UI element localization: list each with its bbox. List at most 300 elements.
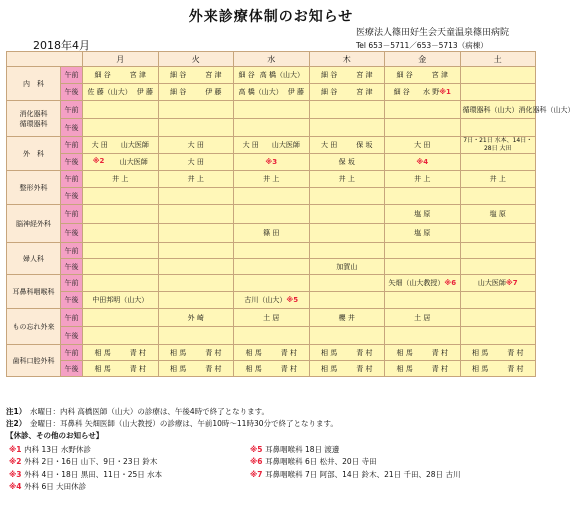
schedule-row [7, 224, 536, 243]
cell-pair [387, 70, 458, 80]
doctor-name [95, 348, 111, 358]
time-slot-label: 午前 [61, 345, 83, 361]
cell-pair [462, 105, 575, 115]
schedule-cell [385, 84, 461, 101]
cell-pair [85, 157, 156, 167]
doctor-name [356, 364, 372, 374]
schedule-cell [158, 292, 234, 309]
cell-text: 中田邦明（山大） [92, 296, 149, 304]
holiday-text: 耳鼻咽喉科 18日 渡邊 [265, 445, 340, 454]
schedule-cell [158, 345, 234, 361]
cell-pair [85, 364, 156, 374]
note-text: 水曜日：内科 高橋医師（山大）の診療は、午後4時で終了となります。 [29, 407, 270, 416]
cell-text: 伊 藤 [205, 88, 222, 96]
doctor-name [130, 70, 146, 80]
footnote-mark: ※2 [92, 157, 105, 165]
cell-text: 大 田 [91, 141, 108, 149]
schedule-cell [385, 327, 461, 345]
holiday-item [250, 456, 460, 468]
cell-text: 外 崎 [187, 313, 204, 322]
cell-text: 大 田 [321, 141, 338, 149]
schedule-cell [460, 188, 536, 205]
doctor-name [519, 105, 575, 115]
doctor-name [321, 364, 337, 374]
cell-pair [387, 348, 458, 358]
schedule-row [7, 84, 536, 101]
cell-text: 井 上 [414, 175, 431, 183]
schedule-row [7, 309, 536, 327]
doctor-name [95, 70, 111, 80]
cell-text: 佐 藤（山大） [87, 88, 132, 96]
footnote-mark: ※1 [9, 445, 25, 454]
cell-text: 青 村 [280, 348, 297, 357]
hospital-tel: Tel 653－5711／653－5713（病棟） [356, 41, 488, 50]
cell-text: 大 田 [187, 158, 204, 166]
department-label: 脳神経外科 [7, 205, 61, 243]
cell-text: 青 村 [129, 348, 146, 357]
schedule-row [7, 243, 536, 259]
hospital-name: 医療法人篠田好生会天童温泉篠田病院 [356, 28, 510, 38]
schedule-cell [158, 84, 234, 101]
cell-text: 細 谷 [94, 71, 111, 79]
cell-pair [85, 140, 156, 150]
schedule-cell [234, 361, 310, 377]
cell-pair [463, 364, 534, 374]
schedule-cell [234, 171, 310, 188]
cell-text: 宮 津 [129, 71, 146, 79]
schedule-cell [234, 84, 310, 101]
doctor-name [394, 87, 410, 97]
time-slot-label: 午後 [61, 327, 83, 345]
schedule-cell [385, 101, 461, 119]
doctor-name [281, 364, 297, 374]
doctor-name [281, 348, 297, 358]
schedule-cell [460, 327, 536, 345]
doctor-name [246, 348, 262, 358]
schedule-cell [158, 101, 234, 119]
department-label: もの忘れ外来 [7, 309, 61, 345]
schedule-cell [460, 345, 536, 361]
cell-text: 宮 津 [205, 71, 222, 79]
holiday-text: 内科 13日 水野休診 [24, 445, 91, 454]
schedule-row [7, 188, 536, 205]
cell-text: 青 村 [507, 348, 524, 357]
time-slot-label: 午前 [61, 171, 83, 188]
doctor-name [93, 157, 105, 167]
schedule-cell [158, 259, 234, 275]
doctor-name [472, 348, 488, 358]
schedule-cell [158, 67, 234, 84]
schedule-cell [83, 327, 159, 345]
doctor-name [321, 87, 337, 97]
time-slot-label: 午前 [61, 67, 83, 84]
cell-pair [85, 70, 156, 80]
doctor-name [205, 364, 221, 374]
schedule-row [7, 171, 536, 188]
schedule-cell [309, 292, 385, 309]
cell-text: 青 村 [507, 364, 524, 373]
schedule-cell [234, 345, 310, 361]
time-slot-label: 午後 [61, 188, 83, 205]
doctor-name [288, 87, 304, 97]
schedule-cell [309, 224, 385, 243]
schedule-cell [234, 243, 310, 259]
footnote-mark: ※6 [250, 457, 266, 467]
schedule-cell [385, 292, 461, 309]
doctor-name [130, 364, 146, 374]
schedule-row [7, 154, 536, 171]
note-label: 注2） [6, 419, 23, 428]
schedule-table [6, 51, 575, 377]
cell-text: 大 田 [187, 141, 204, 149]
schedule-cell [460, 171, 536, 188]
schedule-cell [158, 137, 234, 154]
header-day: 金 [385, 52, 461, 67]
header-day: 木 [309, 52, 385, 67]
cell-text: 細 谷 [393, 88, 410, 96]
cell-text: 相 馬 [94, 348, 111, 357]
cell-text: 相 馬 [170, 348, 187, 357]
cell-text: 細 谷 [321, 71, 338, 79]
schedule-cell [309, 327, 385, 345]
holiday-list-left [9, 444, 162, 493]
schedule-cell [385, 171, 461, 188]
cell-pair [387, 87, 458, 97]
cell-pair [312, 140, 383, 150]
schedule-cell [385, 275, 461, 292]
schedule-cell [83, 171, 159, 188]
doctor-name [321, 70, 337, 80]
cell-text: 塩 原 [414, 210, 431, 218]
schedule-cell [460, 67, 536, 84]
doctor-name [239, 87, 283, 97]
schedule-row [7, 292, 536, 309]
cell-text: 相 馬 [321, 348, 338, 357]
time-slot-label: 午後 [61, 259, 83, 275]
schedule-cell [234, 101, 310, 119]
doctor-name [397, 348, 413, 358]
footnote-mark: ※4 [9, 481, 25, 491]
cell-pair [161, 87, 232, 97]
cell-text: 保 坂 [338, 158, 355, 166]
cell-text: 伊 藤 [287, 88, 304, 96]
doctor-name [356, 70, 372, 80]
doctor-name [130, 348, 146, 358]
schedule-cell [385, 345, 461, 361]
schedule-cell [460, 259, 536, 275]
cell-pair [312, 364, 383, 374]
schedule-cell [83, 67, 159, 84]
schedule-cell [158, 154, 234, 171]
cell-text: 相 馬 [472, 364, 489, 373]
department-label: 消化器科 循環器科 [7, 101, 61, 137]
schedule-cell [385, 259, 461, 275]
footnote-mark: ※3 [265, 158, 278, 166]
doctor-name [397, 70, 413, 80]
schedule-cell [83, 224, 159, 243]
department-label: 外 科 [7, 137, 61, 171]
department-label: 歯科口腔外科 [7, 345, 61, 377]
schedule-cell [83, 259, 159, 275]
schedule-cell [309, 137, 385, 154]
schedule-cell [234, 67, 310, 84]
cell-text: 水 野 [422, 88, 440, 96]
doctor-name [321, 348, 337, 358]
doctor-name [170, 87, 186, 97]
schedule-cell [234, 205, 310, 224]
cell-text: 井 上 [489, 175, 506, 183]
schedule-cell [158, 119, 234, 137]
department-label: 婦人科 [7, 243, 61, 275]
department-label: 内 科 [7, 67, 61, 101]
time-slot-label: 午後 [61, 292, 83, 309]
footnote-mark: ※7 [250, 469, 266, 479]
holiday-text: 外科 6日 大田休診 [24, 481, 87, 491]
time-slot-label: 午後 [61, 224, 83, 243]
cell-pair [161, 348, 232, 358]
schedule-cell [234, 327, 310, 345]
schedule-cell [309, 154, 385, 171]
schedule-cell [158, 205, 234, 224]
schedule-cell [83, 84, 159, 101]
footnote-mark: ※6 [444, 279, 457, 287]
footnote-mark: ※5 [250, 445, 266, 454]
time-slot-label: 午前 [61, 275, 83, 292]
cell-pair [312, 87, 383, 97]
cell-text: 相 馬 [396, 348, 413, 357]
doctor-name [121, 140, 149, 150]
holiday-item [9, 456, 162, 468]
header-blank [7, 52, 83, 67]
department-label: 耳鼻科咽喉科 [7, 275, 61, 309]
schedule-cell [309, 101, 385, 119]
note-label: 注1） [6, 407, 23, 416]
cell-pair [161, 70, 232, 80]
cell-text: 古川（山大） [244, 296, 287, 304]
cell-text: 細 谷 [170, 71, 187, 79]
doctor-name [246, 364, 262, 374]
cell-text: 保 坂 [356, 141, 373, 149]
schedule-row [7, 345, 536, 361]
doctor-name [95, 364, 111, 374]
cell-text: 土 居 [263, 313, 280, 322]
cell-text: 相 馬 [321, 364, 338, 373]
cell-pair [312, 348, 383, 358]
holiday-text: 外科 4日・18日 黒田、11日・25日 水本 [24, 469, 163, 479]
cell-text: 細 谷 [238, 71, 255, 79]
cell-text: 相 馬 [245, 364, 262, 373]
doctor-name [507, 348, 523, 358]
cell-text: 山大医師 [477, 279, 506, 287]
table-header-row [7, 52, 536, 67]
doctor-name [120, 157, 148, 167]
schedule-cell [460, 101, 575, 119]
schedule-cell [83, 188, 159, 205]
cell-text: 青 村 [431, 348, 448, 357]
schedule-cell [158, 243, 234, 259]
holiday-item [9, 444, 162, 456]
cell-pair [85, 87, 156, 97]
cell-pair [463, 348, 534, 358]
schedule-cell [158, 171, 234, 188]
cell-text: 消化器科（山大） [518, 105, 575, 114]
schedule-cell [158, 327, 234, 345]
cell-text: 井 上 [338, 175, 355, 183]
holiday-text: 耳鼻咽喉科 7日 阿部、14日 鈴木、21日 千田、28日 古川 [265, 469, 461, 479]
schedule-cell [309, 67, 385, 84]
cell-text: 篠 田 [263, 229, 280, 237]
doctor-name [356, 87, 372, 97]
schedule-cell [83, 345, 159, 361]
schedule-cell [309, 275, 385, 292]
cell-text: 井 上 [187, 175, 204, 183]
schedule-cell [385, 224, 461, 243]
cell-pair [387, 364, 458, 374]
holiday-list-right [250, 444, 460, 481]
doctor-name [205, 87, 221, 97]
cell-text: 宮 津 [431, 71, 448, 79]
note-1 [6, 406, 338, 418]
doctor-name [170, 70, 186, 80]
schedule-cell [385, 119, 461, 137]
schedule-cell [385, 154, 461, 171]
cell-pair [236, 87, 307, 97]
doctor-name [463, 105, 519, 115]
time-slot-label: 午前 [61, 309, 83, 327]
doctor-name [88, 87, 132, 97]
cell-text: 井 上 [112, 175, 129, 183]
doctor-name [272, 140, 300, 150]
schedule-row [7, 205, 536, 224]
page-title: 外来診療体制のお知らせ [188, 9, 354, 25]
schedule-cell [309, 361, 385, 377]
schedule-cell [385, 243, 461, 259]
schedule-cell [234, 309, 310, 327]
holiday-text: 耳鼻咽喉科 6日 松井、20日 寺田 [265, 457, 377, 467]
doctor-name [356, 140, 372, 150]
schedule-cell [309, 84, 385, 101]
schedule-row [7, 119, 536, 137]
schedule-cell [83, 119, 159, 137]
schedule-row [7, 101, 536, 119]
schedule-cell [83, 101, 159, 119]
holiday-item [9, 481, 162, 493]
cell-text: 山大医師 [119, 158, 148, 166]
cell-text: 青 村 [205, 364, 222, 373]
doctor-name [321, 140, 337, 150]
header-day: 月 [83, 52, 159, 67]
cell-text: 相 馬 [472, 348, 489, 357]
footnote-mark: ※7 [505, 279, 518, 287]
schedule-cell [83, 243, 159, 259]
note-text: 金曜日：耳鼻科 矢畑医師（山大教授）の診療は、午前10時～11時30分で終了となります。 [29, 419, 338, 428]
holiday-item [250, 444, 460, 456]
header-day: 土 [460, 52, 536, 67]
department-label: 整形外科 [7, 171, 61, 205]
schedule-cell [234, 275, 310, 292]
doctor-name [356, 348, 372, 358]
schedule-cell [460, 154, 536, 171]
doctor-name [260, 70, 304, 80]
schedule-cell [83, 361, 159, 377]
footnote-mark: ※1 [439, 88, 451, 96]
footnote-mark: ※5 [286, 296, 299, 304]
footnote-mark: ※2 [9, 457, 25, 467]
cell-pair [312, 70, 383, 80]
cell-text: 相 馬 [94, 364, 111, 373]
cell-text: 青 村 [280, 364, 297, 373]
schedule-cell [158, 275, 234, 292]
schedule-row [7, 137, 536, 154]
schedule-cell [460, 361, 536, 377]
schedule-row [7, 327, 536, 345]
schedule-row [7, 361, 536, 377]
schedule-cell [309, 243, 385, 259]
cell-text: 宮 津 [356, 88, 373, 96]
schedule-cell [385, 188, 461, 205]
cell-text: 伊 藤 [136, 88, 153, 96]
header-day: 水 [234, 52, 310, 67]
doctor-name [507, 364, 523, 374]
cell-text: 相 馬 [170, 364, 187, 373]
cell-text: 青 村 [431, 364, 448, 373]
doctor-name [205, 348, 221, 358]
doctor-name [432, 70, 448, 80]
doctor-name [170, 348, 186, 358]
cell-text: 山大医師 [120, 141, 149, 149]
schedule-cell [234, 292, 310, 309]
cell-text: 青 村 [129, 364, 146, 373]
schedule-cell [234, 137, 310, 154]
cell-text: 加賀山 [336, 262, 358, 271]
cell-text: 7日・21日 水本、14日・28日 大田 [463, 137, 533, 152]
schedule-month: 2018年4月 [33, 39, 90, 52]
schedule-cell [158, 361, 234, 377]
schedule-cell [309, 171, 385, 188]
schedule-cell [460, 84, 536, 101]
schedule-cell [83, 205, 159, 224]
schedule-cell [234, 259, 310, 275]
schedule-cell [460, 137, 536, 154]
schedule-cell [309, 119, 385, 137]
schedule-cell [385, 67, 461, 84]
schedule-row [7, 275, 536, 292]
schedule-cell [234, 154, 310, 171]
footnote-mark: ※4 [416, 158, 429, 166]
holiday-item [9, 469, 162, 481]
time-slot-label: 午前 [61, 137, 83, 154]
cell-text: 山大医師 [271, 141, 300, 149]
cell-text: 宮 津 [356, 71, 373, 79]
time-slot-label: 午後 [61, 84, 83, 101]
cell-text: 細 谷 [170, 88, 187, 96]
schedule-cell [385, 137, 461, 154]
schedule-cell [234, 119, 310, 137]
schedule-cell [309, 205, 385, 224]
schedule-cell [385, 205, 461, 224]
cell-text: 大 田 [242, 141, 259, 149]
cell-text: 櫻 井 [338, 313, 355, 322]
time-slot-label: 午後 [61, 119, 83, 137]
holiday-text: 外科 2日・16日 山下、9日・23日 鈴木 [24, 457, 158, 467]
schedule-cell [460, 309, 536, 327]
cell-text: 細 谷 [321, 88, 338, 96]
schedule-cell [309, 345, 385, 361]
cell-text: 相 馬 [396, 364, 413, 373]
schedule-cell [460, 275, 536, 292]
cell-pair [161, 364, 232, 374]
schedule-cell [460, 243, 536, 259]
